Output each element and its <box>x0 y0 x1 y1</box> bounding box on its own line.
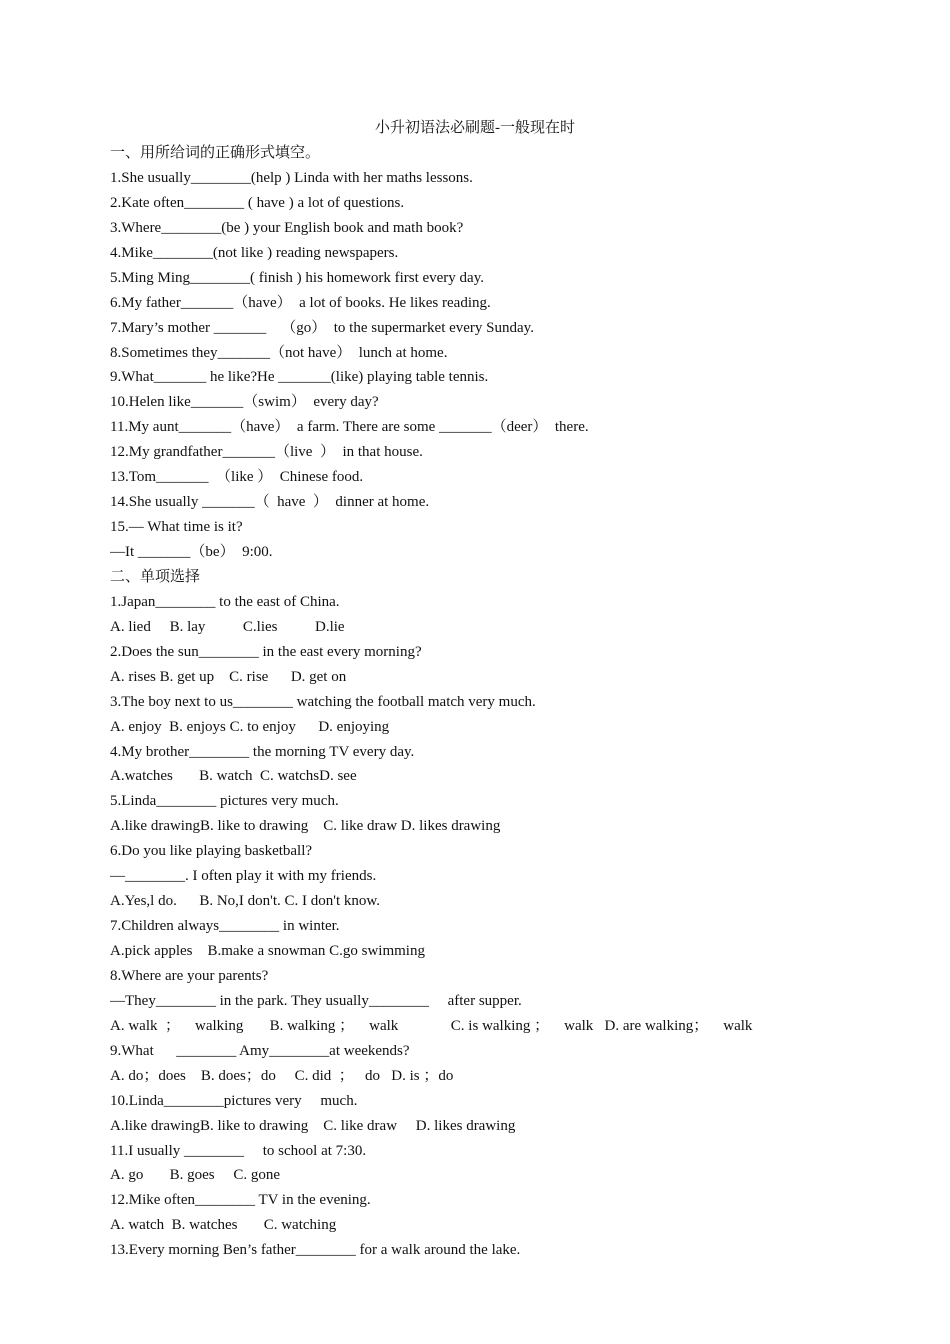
exercise-line: 12.My grandfather_______（live ） in that house. <box>110 444 423 461</box>
exercise-line: 7.Mary’s mother _______ （go） to the supermarket every Sunday. <box>110 319 534 336</box>
exercise-line: 14.She usually _______（ have ） dinner at home. <box>110 494 430 511</box>
exercise-line: 9.What_______ he like?He _______(like) playing table tennis. <box>110 369 489 386</box>
exercise-line: 8.Sometimes they_______（not have） lunch at home. <box>110 344 448 361</box>
exercise-line: 5.Ming Ming________( finish ) his homework first every day. <box>110 269 484 286</box>
options-line: A. watch B. watches C. watching <box>110 1217 337 1234</box>
options-line: A. lied B. lay C.lies D.lie <box>110 618 345 635</box>
question-line: 10.Linda________pictures very much. <box>110 1092 358 1109</box>
question-line: 7.Children always________ in winter. <box>110 918 340 935</box>
exercise-line: —It _______（be） 9:00. <box>110 544 273 560</box>
options-line: A. rises B. get up C. rise D. get on <box>110 668 347 685</box>
exercise-line: 15.— What time is it? <box>110 519 243 536</box>
options-line: A. enjoy B. enjoys C. to enjoy D. enjoying <box>110 718 390 735</box>
question-line: 13.Every morning Ben’s father________ for a walk around the lake. <box>110 1242 521 1259</box>
question-line: 5.Linda________ pictures very much. <box>110 793 339 810</box>
document-body <box>110 141 910 1263</box>
options-line: A. walk ； walking B. walking ； walk C. is walking ； walk D. are walking； walk <box>110 1017 753 1034</box>
question-line: 6.Do you like playing basketball? <box>110 843 313 860</box>
question-line: 3.The boy next to us________ watching the football match very much. <box>110 693 536 710</box>
options-line: A. do；does B. does；do C. did ； do D. is ；do <box>110 1067 454 1084</box>
exercise-line: 6.My father_______（have） a lot of books. He likes reading. <box>110 294 491 311</box>
options-line: A.watches B. watch C. watchsD. see <box>110 768 357 785</box>
question-line: —They________ in the park. They usually________ after supper. <box>110 992 522 1009</box>
options-line: A.Yes,l do. B. No,I don't. C. I don't know. <box>110 893 381 910</box>
exercise-line: 11.My aunt_______（have） a farm. There are some _______（deer） there. <box>110 419 589 436</box>
exercise-line: 10.Helen like_______（swim） every day? <box>110 394 379 411</box>
section-heading-multiple-choice: 二、单项选择 <box>110 568 201 585</box>
options-line: A.like drawingB. like to drawing C. like draw D. likes drawing <box>110 818 501 835</box>
exercise-line: 1.She usually________(help ) Linda with her maths lessons. <box>110 169 473 186</box>
question-line: 12.Mike often________ TV in the evening. <box>110 1192 371 1209</box>
question-line: 8.Where are your parents? <box>110 967 269 984</box>
section-heading-fill-in: 一、用所给词的正确形式填空。 <box>110 145 321 161</box>
exercise-line: 13.Tom_______ （like ） Chinese food. <box>110 469 364 486</box>
options-line: A.pick apples B.make a snowman C.go swimming <box>110 943 425 959</box>
options-line: A. go B. goes C. gone <box>110 1167 280 1184</box>
exercise-line: 2.Kate often________ ( have ) a lot of questions. <box>110 194 405 211</box>
exercise-line: 3.Where________(be ) your English book and math book? <box>110 219 464 236</box>
document-title: 小升初语法必刷题-一般现在时 <box>375 120 575 136</box>
question-line: 4.My brother________ the morning TV every day. <box>110 743 415 760</box>
question-line: 2.Does the sun________ in the east every morning? <box>110 643 422 660</box>
question-line: 9.What ________ Amy________at weekends? <box>110 1042 410 1059</box>
question-line: 1.Japan________ to the east of China. <box>110 593 340 610</box>
question-line: 11.I usually ________ to school at 7:30. <box>110 1142 367 1159</box>
exercise-line: 4.Mike________(not like ) reading newspapers. <box>110 244 399 261</box>
options-line: A.like drawingB. like to drawing C. like draw D. likes drawing <box>110 1117 516 1134</box>
question-line: —________. I often play it with my friends. <box>110 868 377 885</box>
